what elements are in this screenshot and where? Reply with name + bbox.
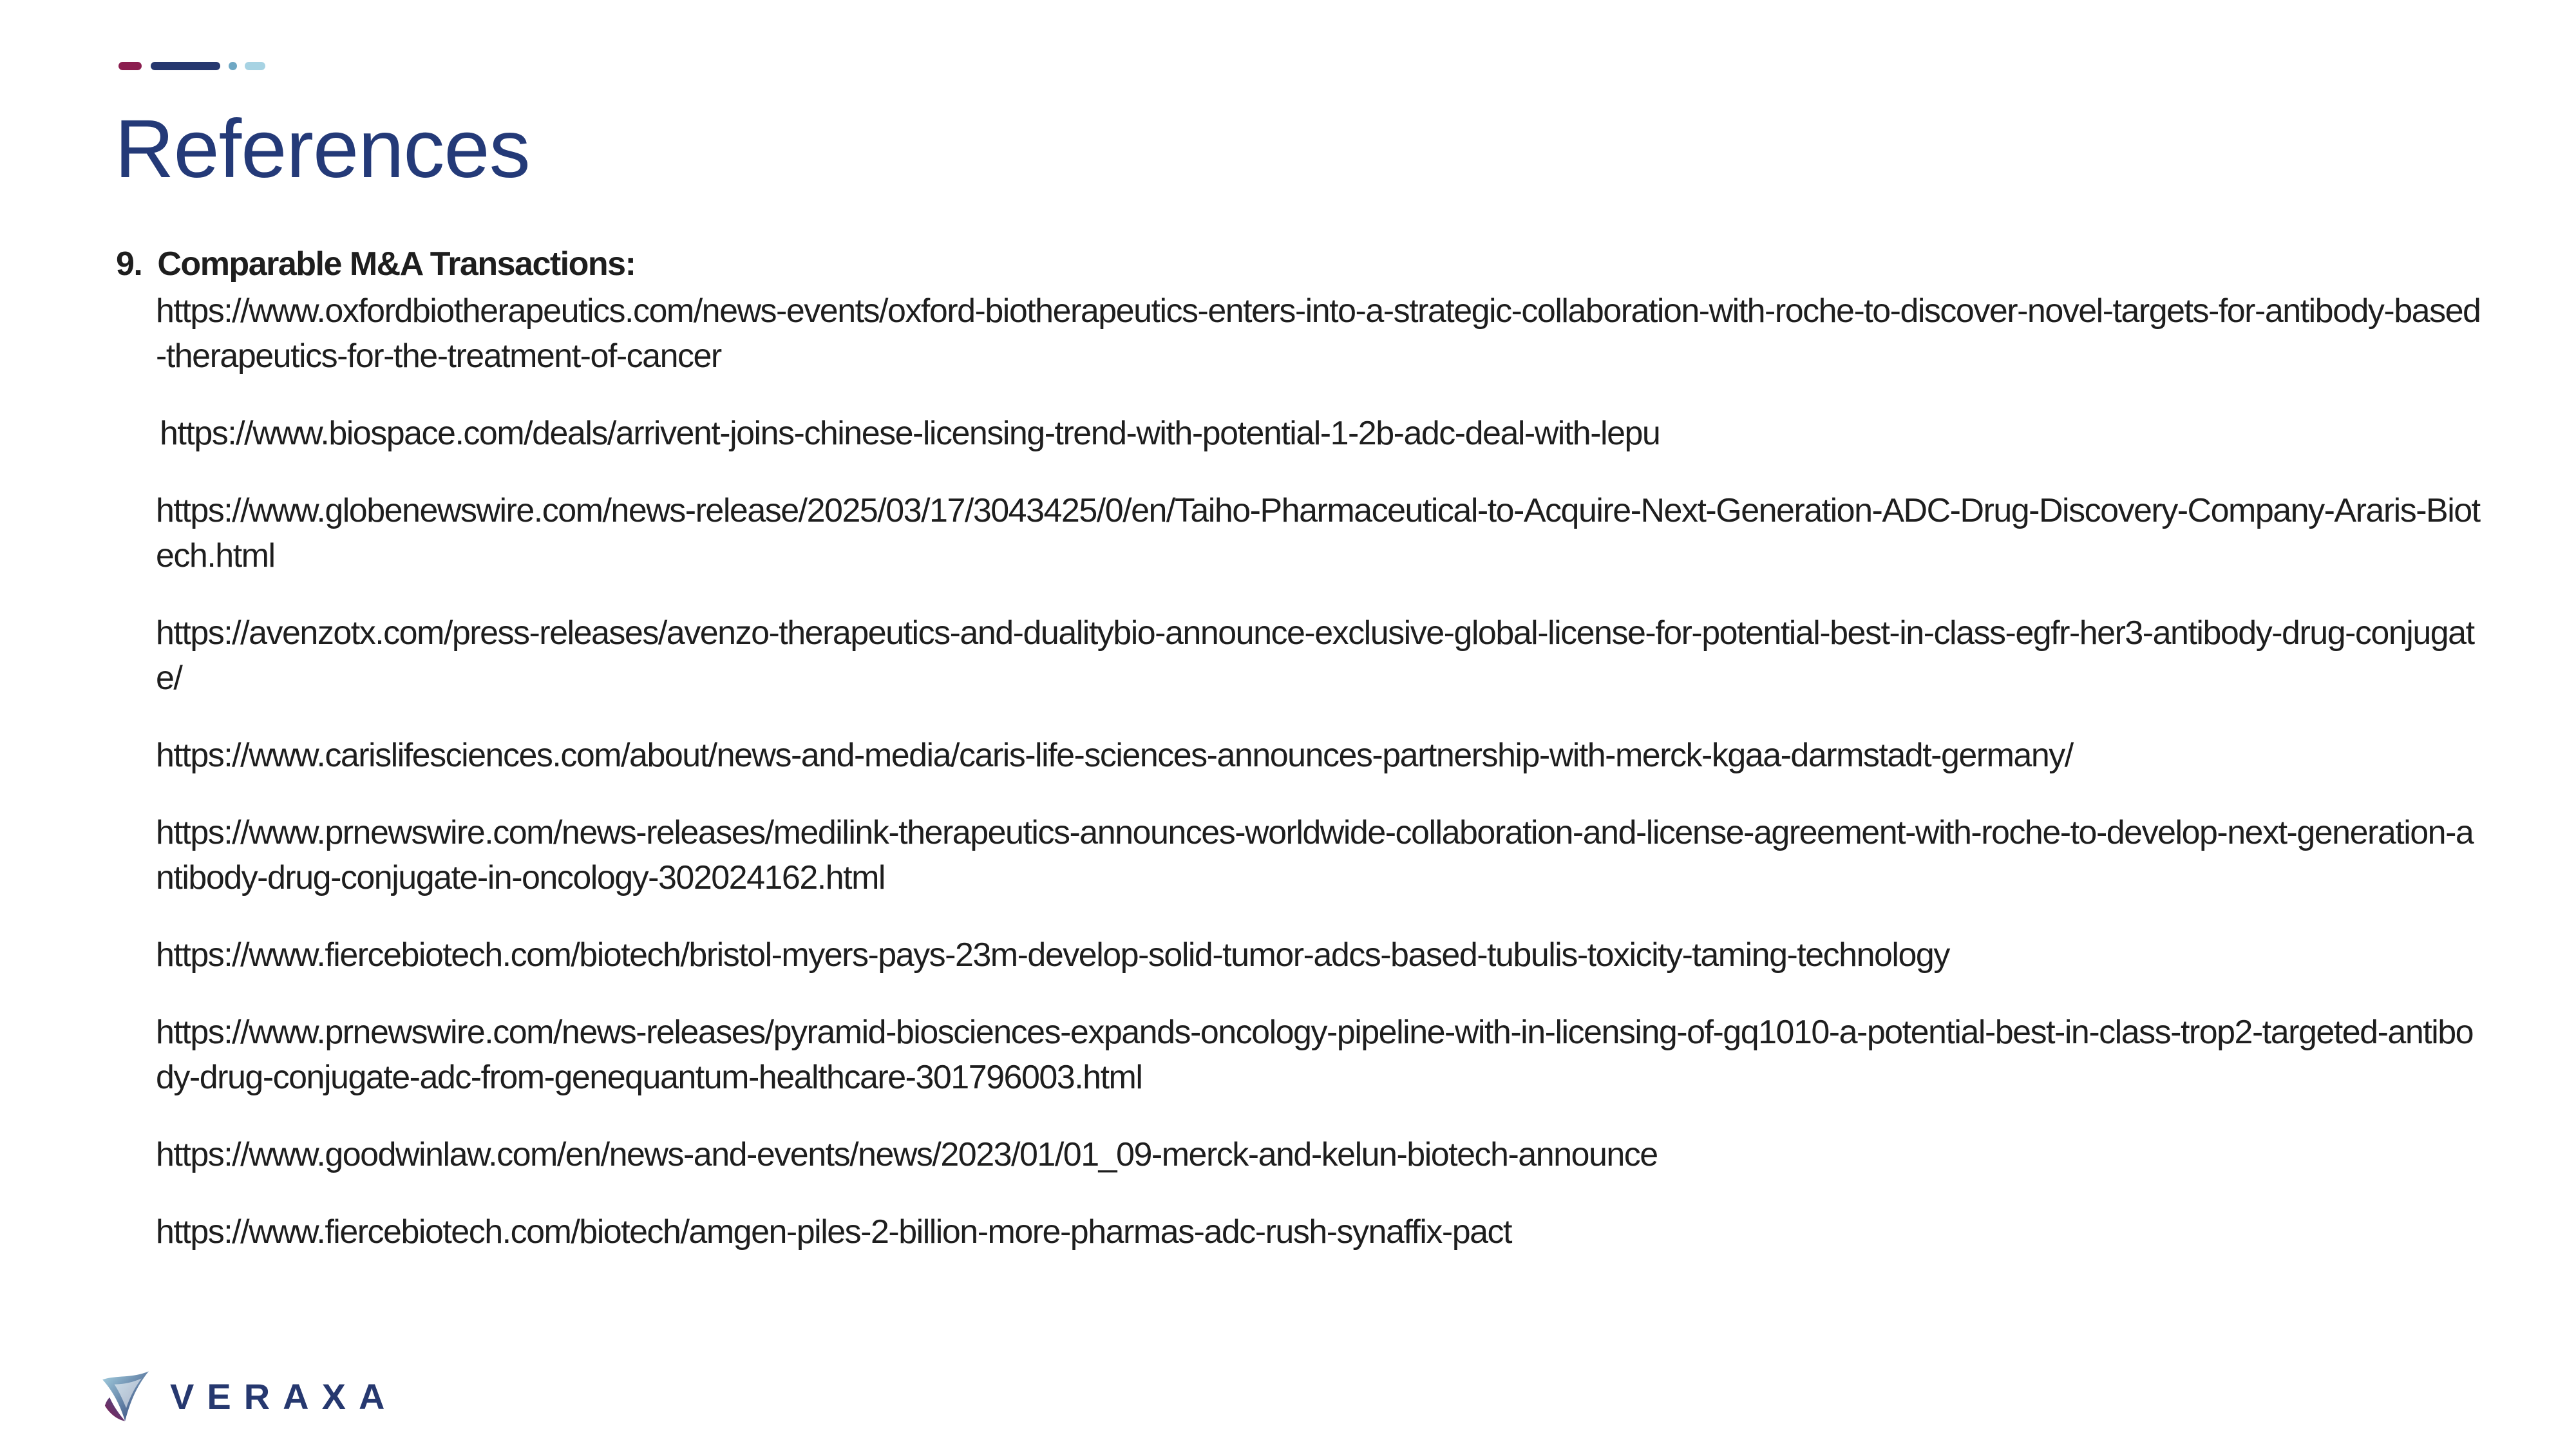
reference-link[interactable]: https://www.fiercebiotech.com/biotech/bristol-myers-pays-23m-develop-solid-tumor-adcs-based-tubulis-toxicity-taming-technology <box>156 936 1949 974</box>
reference-link[interactable]: https://www.prnewswire.com/news-releases/pyramid-biosciences-expands-oncology-pipeline-with-in-licensing-of-gq1010-a-potential-best-in-class-trop2-targeted-antibody-drug-conjugate-adc-from-genequantum-healthcare-301796003.html <box>156 1014 2474 1096</box>
reference-list <box>156 289 2487 1287</box>
reference-link[interactable]: https://www.globenewswire.com/news-release/2025/03/17/3043425/0/en/Taiho-Pharmaceutical-to-Acquire-Next-Generation-ADC-Drug-Discovery-Company-Araris-Biotech.html <box>156 492 2480 574</box>
reference-link[interactable]: https://www.oxfordbiotherapeutics.com/news-events/oxford-biotherapeutics-enters-into-a-strategic-collaboration-with-roche-to-discover-novel-targets-for-antibody-based-therapeutics-for-the-treatment-of-cancer <box>156 292 2481 375</box>
accent-dash-light-blue <box>245 62 265 70</box>
accent-dot-blue <box>229 62 237 70</box>
section-heading-text: Comparable M&A Transactions: <box>157 245 636 283</box>
reference-link[interactable]: https://www.prnewswire.com/news-releases/medilink-therapeutics-announces-worldwide-collaboration-and-license-agreement-with-roche-to-develop-next-generation-antibody-drug-conjugate-in-oncology-302024162.html <box>156 814 2474 896</box>
reference-link[interactable]: https://www.carislifesciences.com/about/news-and-media/caris-life-sciences-announces-partnership-with-merck-kgaa-darmstadt-germany/ <box>156 737 2073 774</box>
veraxa-logo <box>97 1364 397 1428</box>
veraxa-logo-text: VERAXA <box>170 1376 398 1417</box>
section-heading <box>116 245 635 283</box>
accent-dash-navy <box>151 62 220 70</box>
accent-dash-magenta <box>118 62 142 70</box>
section-number: 9. <box>116 245 142 283</box>
reference-link[interactable]: https://avenzotx.com/press-releases/avenzo-therapeutics-and-dualitybio-announce-exclusive-global-license-for-potential-best-in-class-egfr-her3-antibody-drug-conjugate/ <box>156 614 2474 697</box>
reference-link[interactable]: https://www.goodwinlaw.com/en/news-and-events/news/2023/01/01_09-merck-and-kelun-biotech-announce <box>156 1136 1658 1173</box>
reference-link[interactable]: https://www.biospace.com/deals/arrivent-joins-chinese-licensing-trend-with-potential-1-2b-adc-deal-with-lepu <box>160 415 1660 452</box>
veraxa-logo-icon <box>97 1367 156 1426</box>
reference-link[interactable]: https://www.fiercebiotech.com/biotech/amgen-piles-2-billion-more-pharmas-adc-rush-synaffix-pact <box>156 1213 1512 1251</box>
page-title: References <box>115 103 530 195</box>
